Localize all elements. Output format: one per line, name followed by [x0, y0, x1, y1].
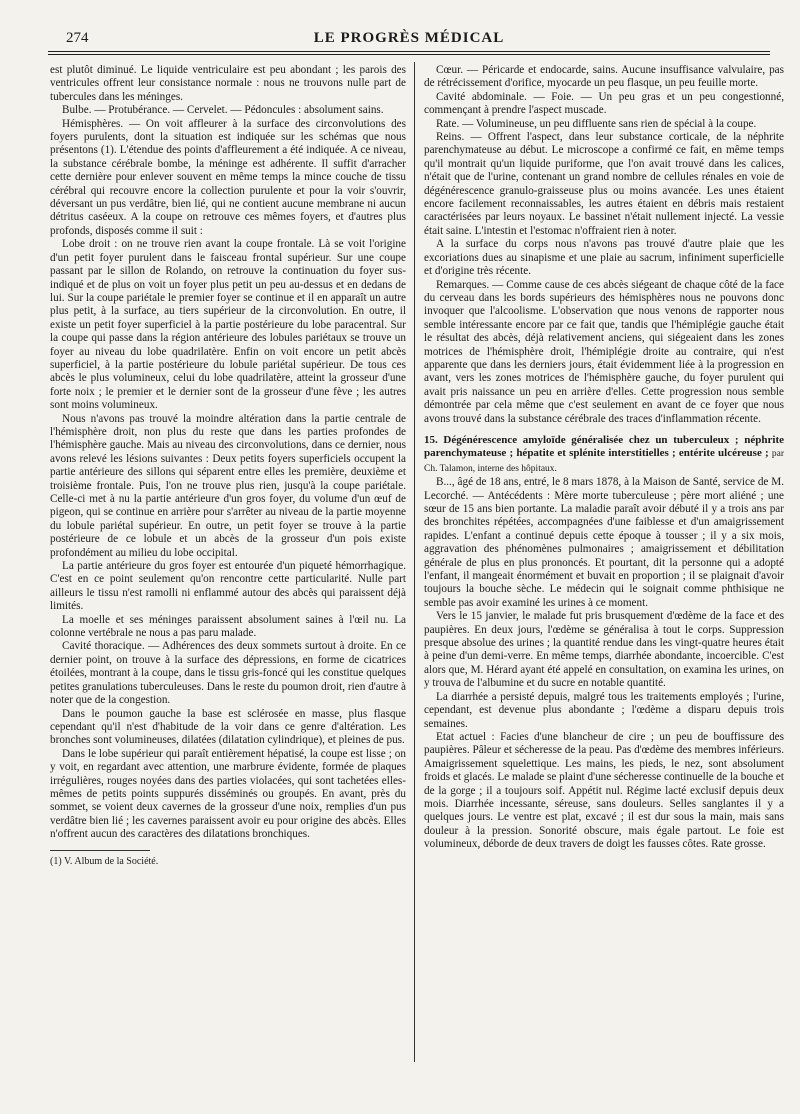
- paragraph: Remarques. — Comme cause de ces abcès siégeant de chaque côté de la face du cerveau dans les bords supérieurs des hémisphères nous ne pouvons donc invoquer que l'alcoolisme. L'observation que nous venons de rapporter nous semble intéressante encore par ce fait que, tandis que l'hémiplégie gauche était le résultat des abcès, déjà relativement anciens, qui siégeaient dans les zones motrices de l'hémisphère droit, l'hémiplégie droite au contraire, qui n'est apparente que dans les derniers jours, était évidemment liée à la progression en avant, vers les zones motrices de l'hémisphère gauche, du foyer purulent qui avait pris naissance un peu en arrière d'elles. Cette progression nous semble démontrée par cela même que c'est seulement en avant de ce foyer que nous avons trouvé dans la substance cérébrale des traces d'inflammation récente.: [424, 278, 784, 425]
- paragraph: Bulbe. — Protubérance. — Cervelet. — Pédoncules : absolument sains.: [62, 104, 384, 117]
- page-header: [48, 22, 770, 52]
- paragraph: Hémisphères. — On voit affleurer à la surface des circonvolutions des foyers purulents, dont la situation est indiquée sur les schémas que nous présentons (1). L'étendue des points d'affleurement a été indiquée. A ce niveau, la substance cérébrale bombe, la méninge est adhérente. Il suffit d'arracher cette dernière pour enlever souvent en même temps la mince couche de tissu cérébral qui recouvre encore la collection purulente et pour la voir s'ouvrir, déversant un pus verdâtre, bien lié, qui ne contient aucune membrane ni aucun détritus caséeux. A la coupe on retrouve ces mêmes foyers, et d'autres plus profonds, disposés comme il suit :: [50, 117, 406, 237]
- paragraph: Dans le poumon gauche la base est sclérosée en masse, plus flasque cependant qu'il n'est d'habitude de la voir dans ce genre d'altération. Les bronches sont volumineuses, dilatées (dilatation cylindrique), et pleines de pus.: [50, 707, 406, 747]
- right-column: [424, 64, 784, 852]
- paragraph: Vers le 15 janvier, le malade fut pris brusquement d'œdème de la face et des paupières. En deux jours, l'œdème se généralisa à tout le corps. Suppression presque absolue des urines ; la quantité rendue dans les vingt-quatre heures était à peine d'un demi-verre. En même temps, diarrhée abondante, incoercible. C'est alors que, M. Hérard ayant été appelé en consultation, on examina les urines, on y trouva de l'albumine et du sucre en notable quantité.: [424, 610, 784, 690]
- journal-title: LE PROGRÈS MÉDICAL: [313, 30, 505, 46]
- paragraph: Nous n'avons pas trouvé la moindre altération dans la partie centrale de l'hémisphère droit, non plus du reste que dans les parties profondes de l'hémisphère gauche. Mais au niveau des circonvolutions, dans ce dernier, nous avons relevé les lésions suivantes : Deux petits foyers superficiels occupent la partie antérieure des sillons qui séparent entre elles les première, deuxième et troisième frontale. Puis, l'on ne trouve plus rien, jusqu'à la coupe pariétale. Celle-ci met à nu la partie antérieure d'un gros foyer, du volume d'un œuf de pigeon, qui se continue en arrière pour s'arrêter au niveau de la partie moyenne du lobule pariétal supérieur. En outre, un petit foyer se trouve à la partie postérieure de ce lobule et un abcès de la grosseur d'un pois existe profondément au milieu du lobe occipital.: [50, 412, 406, 559]
- section-title: 15. Dégénérescence amyloïde généralisée chez un tuberculeux ; néphrite parenchymateuse ; hépatite et splénite interstitielles ; entérite ulcéreuse ;: [424, 433, 784, 460]
- section-author: par Ch. Talamon, interne des hôpitaux.: [424, 449, 785, 474]
- paragraph: La partie antérieure du gros foyer est entourée d'un piqueté hémorrhagique. C'est en ce point seulement qu'on rencontre cette particularité. Nulle part ailleurs le tissu n'est ramolli ni enflammé autour des abcès qui paraissent déjà limités.: [50, 560, 406, 613]
- paragraph: est plutôt diminué. Le liquide ventriculaire est peu abondant ; les parois des ventricules offrent leur consistance normale : nous ne trouvons nulle part de tubercules dans les méninges.: [50, 64, 406, 103]
- paragraph: A la surface du corps nous n'avons pas trouvé d'autre plaie que les excoriations dues au sinapisme et une plaie au sacrum, infiniment superficielle et d'origine très récente.: [424, 238, 784, 278]
- paragraph: Cœur. — Péricarde et endocarde, sains. Aucune insuffisance valvulaire, pas de rétrécissement d'orifice, myocarde un peu flasque, un peu feuille morte.: [424, 64, 784, 90]
- header-rule-double: [48, 54, 770, 55]
- paragraph: Lobe droit : on ne trouve rien avant la coupe frontale. Là se voit l'origine d'un petit foyer purulent dans le faisceau frontal supérieur. Sur une coupe passant par le sillon de Rolando, on retrouve la continuation du foyer sus-indiqué et de plus on voit un foyer plus petit un peu au-dessus et en dedans de lui. Sur la coupe pariétale le premier foyer se continue et il en apparaît un autre plus petit, à la surface, au tiers supérieur de la circonvolution. En outre, il existe un petit foyer superficiel à la partie postérieure du lobe paracentral. Sur la coupe qui passe dans la région antérieure des lobules pariétaux se trouve un foyer au niveau du lobe quadrilatère. Enfin on voit encore un petit abcès superficiel, à la partie postérieure du lobule pariétal supérieur. De tous ces abcès le plus volumineux, celui du lobe quadrilatère, atteint la grosseur d'une forte noix ; le premier et le dernier sont de la grosseur d'une fève ; les autres sont moins volumineux.: [50, 238, 406, 412]
- footnote: (1) V. Album de la Société.: [50, 855, 159, 867]
- paragraph: La diarrhée a persisté depuis, malgré tous les traitements employés ; l'urine, cependant, est devenue plus abondante ; l'œdème a disparu depuis trois semaines.: [424, 690, 784, 730]
- paragraph: Etat actuel : Facies d'une blancheur de cire ; un peu de bouffissure des paupières. Pâleur et sécheresse de la peau. Pas d'œdème des membres inférieurs. Amaigrissement squelettique. Les mains, les pieds, le nez, sont absolument froids et glacés. Le malade se plaint d'une sécheresse continuelle de la bouche et de la gorge ; il a toujours soif. Appétit nul. Régime lacté exclusif depuis deux mois. Diarrhée incessante, séreuse, sans douleurs. Selles sanglantes il y a quelques jours. Le ventre est plat, excavé ; il est dur sous la main, mais sans douleur à la pression. Sonorité obscure, mais égale partout. Le foie est volumineux, déborde de deux travers de doigt les fausses côtes. Rate grosse.: [424, 730, 784, 851]
- left-column: [50, 64, 406, 868]
- paragraph: Dans le lobe supérieur qui paraît entièrement hépatisé, la coupe est lisse ; on y voit, en regardant avec attention, une marbrure évidente, formée de plaques irrégulières, rouges noyées dans des parties violacées, qui sont tachetées elles-mêmes de petits points suppurés disséminés ou groupés. En avant, près du sommet, se voient deux cavernes de la grosseur d'une noix, remplies d'un pus verdâtre bien lié ; les cavernes paraissent avoir eu pour origine des abcès. Elles n'offrent aucun des caractères des dilatations bronchiques.: [50, 747, 406, 841]
- paragraph: Rate. — Volumineuse, un peu diffluente sans rien de spécial à la coupe.: [436, 117, 757, 130]
- paragraph: B..., âgé de 18 ans, entré, le 8 mars 1878, à la Maison de Santé, service de M. Lecorché. — Antécédents : Mère morte tuberculeuse ; père mort aliéné ; une sœur de 15 ans bien portante. La maladie paraît avoir débuté il y a trois ans par des bronchites répétées, accompagnées d'une faiblesse et d'un amaigrissement rapides. L'enfant a continué depuis cette époque à tousser ; il y a six mois, aggravation des phénomènes pulmonaires ; amaigrissement et débilitation générale de plus en plus prononcés. Et pourtant, dit la personne qui a adopté l'enfant, il mangeait énormément et buvait en proportion ; il se plaignait d'avoir toujours la bouche sèche. Le médecin qui le soignait comme phthisique ne semble pas avoir examiné les urines à ce moment.: [424, 476, 784, 609]
- header-rule: [48, 51, 770, 52]
- paragraph: La moelle et ses méninges paraissent absolument saines à l'œil nu. La colonne vertébrale ne nous a pas paru malade.: [50, 613, 406, 640]
- section-heading: [424, 434, 784, 476]
- paragraph: Reins. — Offrent l'aspect, dans leur substance corticale, de la néphrite parenchymateuse au début. Le microscope a confirmé ce fait, en même temps qu'il montrait qu'un liquide puriforme, que l'on avait trouvé dans les calices, n'était que de l'urine, contenant un grand nombre de cellules rénales en voie de dégénérescence granulo-graisseuse plus ou moins avancée. Les unes étaient encore facilement reconnaissables, les autres étaient en débris mais restaient caractérisées par leurs noyaux. Le bassinet n'était nullement injecté. La vessie était saine. L'intestin et l'estomac n'offraient rien à noter.: [424, 131, 784, 237]
- paragraph: Cavité thoracique. — Adhérences des deux sommets surtout à droite. En ce dernier point, on trouve à la surface des dépressions, en forme de cicatrices étoilées, montrant à la coupe, dans le tissu gris-foncé qui les constitue quelques petites granulations tuberculeuses. Dans le reste du poumon droit, rien d'autre à noter que de la congestion.: [50, 640, 406, 707]
- column-divider: [414, 62, 415, 1062]
- paragraph: Cavité abdominale. — Foie. — Un peu gras et un peu congestionné, commençant à prendre l'aspect muscade.: [424, 90, 784, 117]
- page-number: 274: [66, 30, 89, 46]
- footnote-rule: [50, 850, 150, 851]
